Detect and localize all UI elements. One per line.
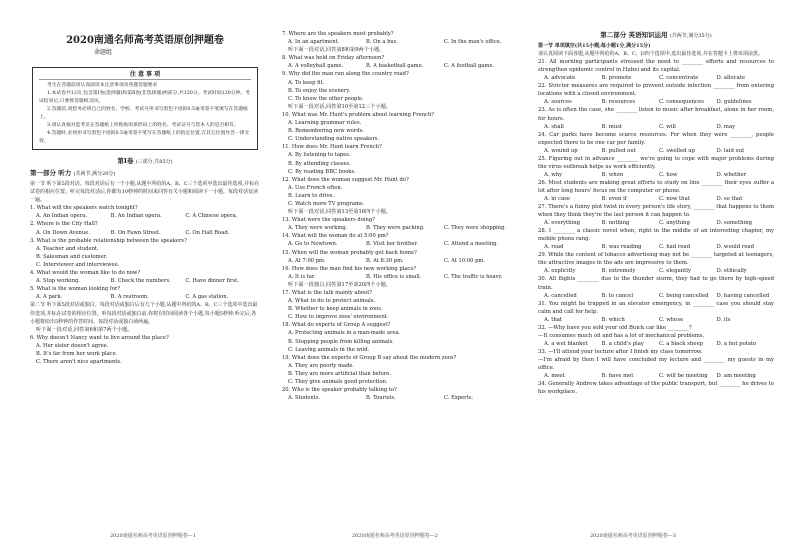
answer-option: A. A park. [36, 294, 63, 301]
answer-option: B. to cancel [601, 292, 634, 299]
question-item [282, 354, 522, 386]
answer-option: B. extremely [601, 268, 636, 275]
answer-option: C. Have dinner first. [185, 278, 239, 285]
answer-option: B. Whether to keep animals in zoos. [288, 306, 383, 313]
answer-option: A. At 7:00 pm. [288, 257, 326, 264]
option-list [282, 38, 522, 46]
answer-option: B. Learn to drive. [288, 192, 335, 199]
answer-option: B. On a bus. [366, 39, 399, 46]
answer-option: D. something [716, 220, 753, 227]
question-stem: 22. Stricter measures are required to prevent outside infection ________ from entering locations with a closed environment. [538, 83, 774, 98]
option-list [538, 147, 774, 155]
answer-option: C. They give animals good protection. [288, 379, 388, 386]
question-6 [30, 334, 260, 366]
answer-option: A. everything [544, 220, 581, 227]
option-list [538, 195, 774, 203]
answer-option: D. may [716, 123, 736, 130]
question-item [282, 386, 522, 402]
section1-text: 第一节 听下面5段对话。每段对话后有一个小题,从题中所给的A、B、C三个选项中选出最佳选项,并标在试卷的相应位置。听完每段对话后,你都有10秒钟的时间来回答有关小题和阅读下一小题。每段对话仅读一遍。 [30, 181, 260, 204]
answer-option: D. guidelines [716, 99, 752, 106]
question-stem: 7. Where are the speakers most probably? [282, 31, 394, 37]
option-list [538, 98, 774, 106]
answer-option: A. in case [544, 195, 570, 202]
answer-option: A. They were working. [288, 225, 348, 232]
option-list [538, 372, 774, 380]
question-stem: 3. What is the probable relationship between the speakers? [30, 237, 187, 244]
answer-option: B. even if [601, 195, 627, 202]
answer-option: C. Watch more TV programs. [288, 200, 365, 207]
question-stem: 5. What is the woman looking for? [30, 286, 121, 293]
question-stem: 29. While the content of tobacco advertising may not be ________ targeted at teenagers, the attractive images in the ads are impressive to them. [538, 252, 774, 267]
answer-option: D. ethically [716, 268, 747, 275]
question-stem: 30. All flights ________ due to the thunder storm, they had to go there by high-speed train. [538, 276, 774, 291]
answer-option: B. A basketball game. [366, 63, 424, 70]
question-stem: 10. What was Mr. Hunt's problem about learning French? [282, 111, 435, 118]
question-stem: 32. —Why have you sold your old Buick car like ________? [538, 324, 692, 331]
answer-option: B. They were packing. [366, 225, 425, 232]
answer-option: B. A restroom. [110, 294, 149, 301]
answer-option: A. that [544, 316, 563, 323]
question-stem: 12. What does the woman suggest Mr. Hunt do? [282, 176, 409, 183]
grammar-questions-21-34 [538, 58, 774, 396]
option-list [30, 212, 260, 220]
answer-option: A. Stop working. [36, 278, 80, 285]
section2-instructions: 第二节 听下面5段对话或独白。每段对话或独白后有几个小题,从题中所给的A、B、C三个选项中选出最佳选项,并标在试卷的相应位置。听每段对话或独白前,你将有时间阅读各个小题,每小题5秒钟;听完后,各小题将给出5秒钟的作答时间。每段对话或独白读两遍。 [30, 302, 258, 325]
question-stem: 33. —I'll attend your lecture after I finish my class tomorrow. [538, 348, 703, 355]
column-2 [282, 30, 522, 402]
answer-option: B. Check the numbers. [110, 278, 171, 285]
question-stem: —I'm afraid by then I will have concluded my lecture and ________ my guests in my office. [538, 356, 774, 371]
question-item [282, 54, 522, 70]
answer-option: B. At 8:30 pm. [366, 257, 404, 264]
notice-title: 注 意 事 项 [39, 70, 251, 80]
part1-note: (共两节,满分20分) [73, 171, 116, 177]
answer-option: B. must [601, 123, 623, 130]
answer-option: C. Experts. [444, 395, 474, 402]
option-list [538, 292, 774, 300]
answer-option: D. having cancelled [716, 292, 770, 299]
question-item [282, 216, 522, 232]
question-item [282, 30, 522, 54]
question-item [538, 348, 774, 380]
question-stem: 16. How does the man find his new working place? [282, 265, 417, 272]
answer-option: A. explicitly [544, 268, 576, 275]
question-item [30, 204, 260, 220]
answer-option: C. A Chinese opera. [185, 213, 238, 220]
notice-lines [39, 82, 251, 146]
question-item [538, 106, 774, 130]
answer-option: A. why [544, 171, 563, 178]
part2-heading [538, 30, 774, 42]
answer-option: B. His office is small. [366, 273, 422, 280]
question-stem: —It consumes much oil and has a lot of mechanical problems. [538, 332, 705, 339]
option-list [538, 123, 774, 131]
question-item [30, 285, 260, 301]
question-item [538, 82, 774, 106]
option-list [282, 119, 522, 143]
answer-option: D. laid out [716, 147, 745, 154]
answer-option: B. They are more artificial than before. [288, 370, 391, 377]
part2-section1-label: 第一节 单项填空(共15小题;每小题1分,满分15分) [538, 43, 651, 49]
answer-option: B. Tourists. [366, 395, 396, 402]
notice-line: 1.本试卷共12页,包含第Ⅰ卷(选择题)和第Ⅱ卷(非选择题)两部分,共120分。考试时间120分钟。考试结束后,只要将答题纸交回。 [39, 91, 250, 104]
question-stem: 18. What do experts of Group A suggest? [282, 322, 391, 329]
answer-option: B. nothing [601, 220, 630, 227]
answer-option: A. What to do to protect animals. [288, 298, 376, 305]
option-list [538, 316, 774, 324]
question-item [538, 155, 774, 179]
answer-option: C. On Hall Road. [185, 229, 230, 236]
question-item [282, 111, 522, 143]
question-stem: 2. Where is the City Hall? [30, 221, 98, 228]
option-list [538, 267, 774, 275]
question-item [538, 300, 774, 324]
answer-option: C. The traffic is heavy. [444, 273, 503, 280]
question-stem: 14. What will the woman do at 5:00 pm? [282, 233, 389, 240]
answer-option: C. Leaving animals in the wild. [288, 346, 370, 353]
answer-option: C. elegantly [659, 268, 691, 275]
option-list [282, 297, 522, 321]
section2-note: 听下面一段对话,回答第6和第7两个小题。 [36, 326, 133, 333]
question-item [538, 251, 774, 275]
answer-option: D. its [716, 316, 731, 323]
listening-questions-7-20 [282, 30, 522, 402]
answer-option: A. On Down Avenue. [36, 229, 90, 236]
answer-option: C. How to improve zoos' environment. [288, 314, 389, 321]
question-stem: 24. Car parks have become scarce resources. For when they were ________, people expected there to be one car per family. [538, 131, 774, 146]
answer-option: C. anything [659, 220, 690, 227]
answer-option: A. A volleyball game. [288, 63, 344, 70]
answer-option: B. Remembering new words. [288, 128, 365, 135]
question-stem: 20. Who is the speaker probably talking to? [282, 387, 397, 394]
answer-option: A. wound up [544, 147, 578, 154]
answer-option: C. will [659, 123, 676, 130]
question-item [282, 70, 522, 110]
answer-option: A. Use French often. [288, 184, 343, 191]
notice-line: 4.答题时,必须用书写黑色字迹的0.5毫米签字笔写在答题纸上的指定位置,在其它位置作答一律无效。 [39, 131, 250, 144]
answer-option: B. pulled out [601, 147, 636, 154]
volume-note: (三部分,共85分) [135, 159, 173, 165]
page-footer-3: 2020南通名师高考英语原创押题卷—3 [590, 533, 676, 539]
answer-option: C. There aren't nice apartments. [36, 359, 122, 366]
question-item [282, 249, 522, 265]
question-stem: 15. When will the woman probably get back home? [282, 249, 417, 256]
option-list [538, 219, 774, 227]
answer-option: B. when [601, 171, 624, 178]
question-stem: 19. What does the experts of Group B say about the modern zoos? [282, 354, 457, 361]
answer-option: B. To enjoy the scenery. [288, 87, 351, 94]
question-stem: 9. Why did the man run along the country road? [282, 71, 409, 78]
answer-option: C. A gas station. [185, 294, 229, 301]
answer-option: A. sources [544, 99, 572, 106]
answer-option: C. concentrate [659, 75, 699, 82]
page-footer-1: 2020南通名师高考英语原创押题卷—1 [110, 533, 196, 539]
answer-option: C. a black sheep [659, 340, 703, 347]
section-note: 听下面一段对话,回答第8和第9两个小题。 [288, 47, 385, 54]
part2-label: 第二部分 英语知识运用 [600, 31, 668, 39]
question-item [538, 324, 774, 348]
option-list [282, 62, 522, 70]
question-stem: 23. As is often the case, she ________ listen to music after breakfast, alone in her room, for hours. [538, 107, 774, 122]
question-item [282, 176, 522, 216]
answer-option: C. They were shopping. [444, 225, 506, 232]
option-list [30, 245, 260, 269]
question-stem: 1. What will the speakers watch tonight? [30, 205, 138, 212]
question-item [538, 179, 774, 203]
question-stem: 6. Why doesn't Nancy want to live around the place? [30, 334, 169, 341]
answer-option: C. will be meeting [659, 373, 708, 380]
answer-option: C. being cancelled [659, 292, 709, 299]
answer-option: C. how [659, 171, 678, 178]
author-byline: 命题组 [94, 49, 113, 56]
option-list [538, 340, 774, 348]
answer-option: B. promote [601, 75, 632, 82]
answer-option: D. am meeting [716, 373, 756, 380]
option-list [282, 79, 522, 103]
option-list [282, 394, 522, 402]
question-item [538, 58, 774, 82]
question-stem: 8. What was held on Friday afternoon? [282, 55, 385, 62]
part1-heading [30, 168, 260, 180]
answer-option: B. resources [601, 99, 636, 106]
answer-option: A. Protecting animals in a man-made area. [288, 330, 401, 337]
question-stem: 25. Figuring out in advance ________ we're going to cope with major problems during the virus outbreak helps us work efficiently. [538, 155, 774, 170]
answer-option: D. whether [716, 171, 747, 178]
answer-option: A. Go to Newtown. [288, 241, 338, 248]
notice-line: 考生在答题前请认真阅读本注意事项及各题答题要求 [47, 83, 158, 88]
question-item [538, 227, 774, 251]
question-stem: 26. Most students are making great efforts to study on line ________ their eyes suffer a lot after long hours' focus on the computer or phone. [538, 179, 774, 194]
question-item [30, 220, 260, 236]
answer-option: C. A football game. [444, 63, 495, 70]
question-stem: 34. Generally Andrew takes advantage of the public transport, but ________ he drives to his workplace. [538, 381, 774, 396]
part2-section1-heading [538, 42, 774, 50]
question-stem: 11. How does Mr. Hunt learn French? [282, 144, 382, 151]
option-list [30, 229, 260, 237]
answer-option: B. Salesman and customer. [36, 253, 108, 260]
section1-instructions [30, 180, 260, 204]
answer-option: A. read [544, 244, 564, 251]
question-item [30, 237, 260, 269]
part2-section1-instructions: 请认真阅读下面各题,从题中所给的A、B、C、D四个选项中,选出最佳选项,并在答题卡上将该项涂黑。 [538, 51, 763, 58]
option-list [30, 277, 260, 285]
answer-option: C. Attend a meeting. [444, 241, 499, 248]
answer-option: B. have met [601, 373, 634, 380]
question-stem: 21. All morning participants stressed the need to ________ efforts and resources to strengthen epidemic control in Hubei and its capital. [538, 59, 774, 74]
answer-option: A. In an apartment. [288, 39, 340, 46]
answer-option: A. It is far. [288, 273, 316, 280]
answer-option: D. a hot potato [716, 340, 757, 347]
answer-option: C. had read [659, 244, 691, 251]
answer-option: A. By listening to tapes. [288, 152, 351, 159]
answer-option: A. Students. [288, 395, 321, 402]
question-stem: 13. What were the speakers doing? [282, 217, 375, 224]
answer-option: C. In the man's office. [444, 39, 502, 46]
option-list [282, 362, 522, 386]
answer-option: B. was reading [601, 244, 642, 251]
question-item [282, 321, 522, 353]
answer-option: C. now that [659, 195, 690, 202]
option-list [538, 171, 774, 179]
answer-option: B. By attending classes. [288, 160, 351, 167]
question-item [538, 275, 774, 299]
volume-label: 第Ⅰ卷 [117, 157, 134, 165]
question-item [538, 203, 774, 227]
question-stem: 17. What is the talk mainly about? [282, 290, 373, 296]
listening-questions-1-5 [30, 204, 260, 301]
column-3 [538, 30, 774, 396]
part1-label: 第一部分 听力 [30, 169, 72, 177]
answer-option: B. Stopping people from killing animals. [288, 338, 394, 345]
question-stem: 4. What would the woman like to do now? [30, 270, 141, 277]
answer-option: B. a child's play [601, 340, 644, 347]
question-item [538, 131, 774, 155]
exam-title: 2020南通名师高考英语原创押题卷 [66, 35, 224, 46]
answer-option: D. allocate [716, 75, 746, 82]
answer-option: C. By reading BBC books. [288, 168, 356, 175]
answer-option: B. which [601, 316, 625, 323]
answer-option: A. cancelled [544, 292, 577, 299]
section-note: 听下面一段独白,回答第17至第20四个小题。 [288, 281, 392, 288]
part2-note: (共两节,满分35分) [669, 33, 712, 39]
answer-option: D. would read [716, 244, 755, 251]
answer-option: A. advocate [544, 75, 576, 82]
option-list [538, 243, 774, 251]
volume-heading [30, 156, 260, 168]
answer-option: A. shall [544, 123, 564, 130]
question-item [538, 380, 774, 396]
question-item [282, 289, 522, 321]
answer-option: A. meet [544, 373, 565, 380]
option-list [538, 74, 774, 82]
answer-option: D. so that [716, 195, 743, 202]
question-item [282, 143, 522, 175]
answer-option: C. Interviewer and interviewee. [36, 261, 120, 268]
answer-option: B. On Fawn Street. [110, 229, 161, 236]
option-list [282, 151, 522, 175]
answer-option: A. Learning grammar rules. [288, 120, 362, 127]
question-stem: 31. You might be trapped in an elevator emergency, in ________ case you should stay calm and call for help. [538, 300, 774, 315]
option-list [282, 257, 522, 265]
question-item [282, 232, 522, 248]
answer-option: C. whose [659, 316, 684, 323]
answer-option: C. At 10:00 pm. [444, 257, 485, 264]
section-note: 听下面一段对话,回答第13至第16四个小题。 [288, 209, 392, 216]
question-item [30, 269, 260, 285]
option-list [282, 224, 522, 232]
answer-option: C. To know the other people. [288, 95, 364, 102]
answer-option: A. Her sister doesn't agree. [36, 342, 109, 349]
answer-option: C. Understanding native speakers. [288, 136, 380, 143]
page-footer-2: 2020南通名师高考英语原创押题卷—2 [352, 533, 438, 539]
answer-option: B. An Indian opera. [110, 213, 162, 220]
question-item [282, 265, 522, 289]
section-note: 听下面一段对话,回答第10至第12三个小题。 [288, 103, 392, 110]
answer-option: A. They are poorly made. [288, 362, 355, 369]
question-stem: 27. There's a funny plot twist in every person's life story, ________ that happens to them when they think they're the last person it can happen to. [538, 204, 774, 219]
notice-box [32, 67, 258, 150]
answer-option: C. consequences [659, 99, 704, 106]
column-1 [30, 30, 260, 366]
option-list [282, 184, 522, 208]
option-list [282, 273, 522, 281]
answer-option: A. Teacher and student. [36, 245, 99, 252]
answer-option: B. It's far from her work place. [36, 350, 118, 357]
option-list [282, 240, 522, 248]
option-list [30, 342, 260, 366]
notice-line: 2.答题前,请您务必将自己的姓名、学校、考试号用书写黑色字迹的0.5毫米签字笔填写在答题纸上。 [39, 107, 248, 120]
question-item [30, 334, 260, 366]
question-stem: 28. I ________ a classic novel when, right in the middle of an interesting chapter, my mobile phone rang. [538, 228, 774, 243]
answer-option: A. a wet blanket [544, 340, 588, 347]
answer-option: A. To keep fit. [288, 79, 325, 86]
answer-option: B. Visit her brother. [366, 241, 418, 248]
notice-line: 3.请认真核对监考员在答题纸上所粘贴的条形码上的姓名、考试证号与您本人的是否相符。 [47, 123, 239, 128]
option-list [282, 329, 522, 353]
answer-option: C. swelled up [659, 147, 696, 154]
option-list [30, 293, 260, 301]
answer-option: A. An Indian opera. [36, 213, 87, 220]
